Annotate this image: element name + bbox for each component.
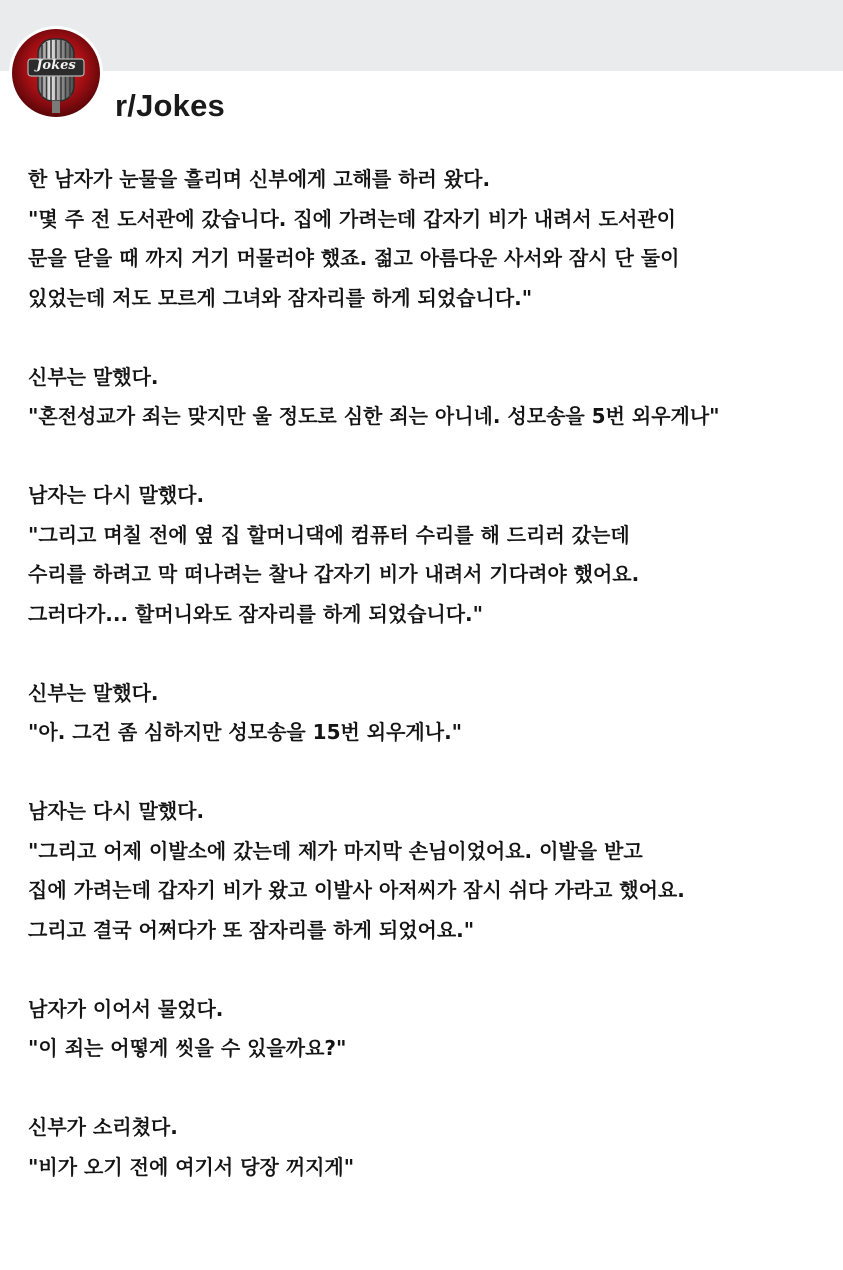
post-text-line: "그리고 어제 이발소에 갔는데 제가 마지막 손님이었어요. 이발을 받고 — [28, 838, 643, 863]
post-text-line: 그리고 결국 어쩌다가 또 잠자리를 하게 되었어요." — [28, 917, 475, 942]
paragraph-gap — [28, 437, 828, 477]
post-text-line: "아. 그건 좀 심하지만 성모송을 15번 외우게나." — [28, 720, 463, 744]
post-text-line: 신부가 소리쳤다. — [28, 1115, 178, 1139]
paragraph-gap — [28, 318, 828, 358]
paragraph-gap — [28, 634, 828, 674]
paragraph-gap — [28, 950, 828, 990]
paragraph-gap — [28, 1069, 828, 1109]
post-text-line: 집에 가려는데 갑자기 비가 왔고 이발사 아저씨가 잠시 쉬다 가라고 했어요. — [28, 878, 685, 902]
microphone-icon — [12, 29, 100, 117]
subreddit-name[interactable]: r/Jokes — [115, 88, 225, 123]
subreddit-avatar[interactable] — [9, 26, 103, 120]
post-body — [28, 160, 828, 1187]
post-text-line: "그리고 며칠 전에 옆 집 할머니댁에 컴퓨터 수리를 해 드리러 갔는데 — [28, 522, 630, 547]
post-text-line: "몇 주 전 도서관에 갔습니다. 집에 가려는데 갑자기 비가 내려서 도서관이 — [28, 206, 676, 231]
post-text-line: 문을 닫을 때 까지 거기 머물러야 했죠. 젊고 아름다운 사서와 잠시 단 둘이 — [28, 246, 680, 270]
post-text-line: 남자는 다시 말했다. — [28, 799, 205, 823]
post-text-line: 남자는 다시 말했다. — [28, 483, 205, 507]
post-text-line: "비가 오기 전에 여기서 당장 꺼지게" — [28, 1154, 355, 1179]
post-text-line: 신부는 말했다. — [28, 364, 159, 389]
header-banner — [0, 0, 843, 71]
post-text-line: 그러다가... 할머니와도 잠자리를 하게 되었습니다." — [28, 601, 484, 626]
post-text-line: "이 죄는 어떻게 씻을 수 있을까요?" — [28, 1036, 347, 1060]
paragraph-gap — [28, 753, 828, 793]
post-text-line: 있었는데 저도 모르게 그녀와 잠자리를 하게 되었습니다." — [28, 285, 533, 310]
post-text-line: "혼전성교가 죄는 맞지만 울 정도로 심한 죄는 아니네. 성모송을 5번 외우게나" — [28, 404, 720, 428]
post-text-line: 신부는 말했다. — [28, 680, 159, 705]
avatar-label: Jokes — [36, 58, 76, 73]
post-text-line: 수리를 하려고 막 떠나려는 찰나 갑자기 비가 내려서 기다려야 했어요. — [28, 562, 640, 586]
post-text-line: 남자가 이어서 물었다. — [28, 996, 224, 1021]
post-text-line: 한 남자가 눈물을 흘리며 신부에게 고해를 하러 왔다. — [28, 167, 491, 191]
